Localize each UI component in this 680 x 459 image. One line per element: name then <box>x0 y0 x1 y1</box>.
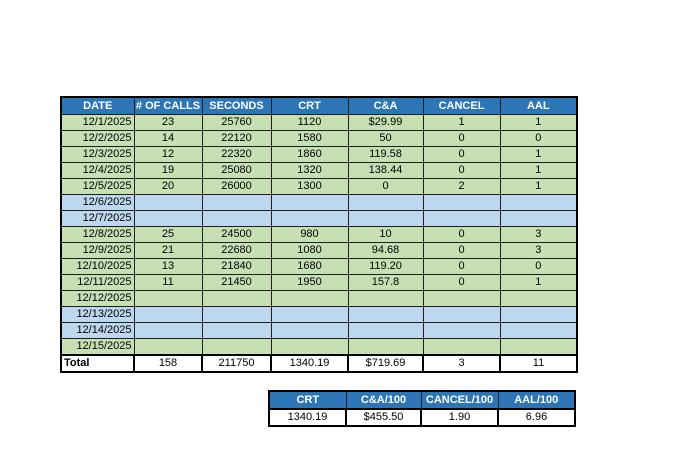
date-cell[interactable]: 12/4/2025 <box>61 163 134 179</box>
aal-cell[interactable]: 1 <box>500 179 577 195</box>
seconds-cell[interactable]: 24500 <box>202 227 271 243</box>
date-cell[interactable]: 12/11/2025 <box>61 275 134 291</box>
summary-cancel-100-cell[interactable]: 1.90 <box>421 409 498 426</box>
crt-cell[interactable]: 1320 <box>271 163 348 179</box>
num-calls-cell[interactable] <box>134 323 202 339</box>
cancel-cell[interactable]: 0 <box>423 275 500 291</box>
crt-cell[interactable]: 1680 <box>271 259 348 275</box>
aal-cell[interactable] <box>500 339 577 356</box>
summary-header-crt[interactable]: CRT <box>269 391 346 409</box>
date-cell[interactable]: 12/14/2025 <box>61 323 134 339</box>
total-aal-cell[interactable]: 11 <box>500 355 577 372</box>
date-cell[interactable]: 12/15/2025 <box>61 339 134 356</box>
date-cell[interactable]: 12/12/2025 <box>61 291 134 307</box>
num-calls-cell[interactable]: 20 <box>134 179 202 195</box>
total-crt-cell[interactable]: 1340.19 <box>271 355 348 372</box>
aal-cell[interactable]: 3 <box>500 227 577 243</box>
summary-table <box>268 390 576 427</box>
aal-cell[interactable]: 1 <box>500 275 577 291</box>
date-cell[interactable]: 12/7/2025 <box>61 211 134 227</box>
cancel-cell[interactable]: 0 <box>423 147 500 163</box>
cancel-cell[interactable] <box>423 291 500 307</box>
cancel-cell[interactable]: 0 <box>423 259 500 275</box>
c-and-a-cell[interactable]: 0 <box>348 179 423 195</box>
crt-cell[interactable]: 1300 <box>271 179 348 195</box>
date-cell[interactable]: 12/5/2025 <box>61 179 134 195</box>
c-and-a-cell[interactable] <box>348 211 423 227</box>
num-calls-cell[interactable]: 21 <box>134 243 202 259</box>
summary-header-c-and-a-100[interactable]: C&A/100 <box>346 391 421 409</box>
cancel-cell[interactable] <box>423 339 500 356</box>
total-date-cell[interactable]: Total <box>61 355 134 372</box>
c-and-a-cell[interactable] <box>348 339 423 356</box>
summary-c-and-a-100-cell[interactable]: $455.50 <box>346 409 421 426</box>
num-calls-cell[interactable]: 12 <box>134 147 202 163</box>
crt-cell[interactable]: 1580 <box>271 131 348 147</box>
header-date[interactable]: DATE <box>61 97 134 115</box>
header-c-and-a[interactable]: C&A <box>348 97 423 115</box>
seconds-cell[interactable]: 22680 <box>202 243 271 259</box>
summary-crt-cell[interactable]: 1340.19 <box>269 409 346 426</box>
num-calls-cell[interactable]: 14 <box>134 131 202 147</box>
table-row <box>61 291 577 307</box>
table-row <box>61 323 577 339</box>
header-seconds[interactable]: SECONDS <box>202 97 271 115</box>
c-and-a-cell[interactable]: 94.68 <box>348 243 423 259</box>
summary-header-cancel-100[interactable]: CANCEL/100 <box>421 391 498 409</box>
num-calls-cell[interactable]: 23 <box>134 115 202 131</box>
num-calls-cell[interactable] <box>134 339 202 356</box>
cancel-cell[interactable]: 2 <box>423 179 500 195</box>
seconds-cell[interactable]: 26000 <box>202 179 271 195</box>
table-row <box>61 275 577 291</box>
date-cell[interactable]: 12/9/2025 <box>61 243 134 259</box>
crt-cell[interactable] <box>271 323 348 339</box>
crt-cell[interactable]: 1950 <box>271 275 348 291</box>
date-cell[interactable]: 12/1/2025 <box>61 115 134 131</box>
total-row <box>61 355 577 372</box>
table-header-row <box>61 97 577 115</box>
header-crt[interactable]: CRT <box>271 97 348 115</box>
num-calls-cell[interactable] <box>134 307 202 323</box>
c-and-a-cell[interactable]: $29.99 <box>348 115 423 131</box>
table-row <box>61 163 577 179</box>
total-cancel-cell[interactable]: 3 <box>423 355 500 372</box>
cancel-cell[interactable]: 0 <box>423 131 500 147</box>
num-calls-cell[interactable]: 11 <box>134 275 202 291</box>
cancel-cell[interactable]: 0 <box>423 243 500 259</box>
date-cell[interactable]: 12/6/2025 <box>61 195 134 211</box>
c-and-a-cell[interactable]: 119.20 <box>348 259 423 275</box>
aal-cell[interactable]: 0 <box>500 131 577 147</box>
date-cell[interactable]: 12/10/2025 <box>61 259 134 275</box>
aal-cell[interactable] <box>500 291 577 307</box>
table-row <box>61 115 577 131</box>
summary-values-row <box>269 409 575 426</box>
cancel-cell[interactable]: 1 <box>423 115 500 131</box>
seconds-cell[interactable] <box>202 211 271 227</box>
table-row <box>61 227 577 243</box>
aal-cell[interactable]: 0 <box>500 259 577 275</box>
cancel-cell[interactable] <box>423 307 500 323</box>
seconds-cell[interactable]: 22320 <box>202 147 271 163</box>
crt-cell[interactable]: 1120 <box>271 115 348 131</box>
crt-cell[interactable]: 1860 <box>271 147 348 163</box>
summary-header-aal-100[interactable]: AAL/100 <box>498 391 575 409</box>
table-row <box>61 147 577 163</box>
c-and-a-cell[interactable]: 119.58 <box>348 147 423 163</box>
aal-cell[interactable] <box>500 195 577 211</box>
header-num-calls[interactable]: # OF CALLS <box>134 97 202 115</box>
c-and-a-cell[interactable]: 10 <box>348 227 423 243</box>
crt-cell[interactable] <box>271 339 348 356</box>
crt-cell[interactable] <box>271 291 348 307</box>
cancel-cell[interactable] <box>423 323 500 339</box>
table-row <box>61 243 577 259</box>
seconds-cell[interactable] <box>202 195 271 211</box>
c-and-a-cell[interactable] <box>348 195 423 211</box>
num-calls-cell[interactable]: 25 <box>134 227 202 243</box>
date-cell[interactable]: 12/2/2025 <box>61 131 134 147</box>
num-calls-cell[interactable]: 19 <box>134 163 202 179</box>
date-cell[interactable]: 12/8/2025 <box>61 227 134 243</box>
aal-cell[interactable]: 1 <box>500 147 577 163</box>
c-and-a-cell[interactable] <box>348 323 423 339</box>
table-row <box>61 195 577 211</box>
cancel-cell[interactable] <box>423 195 500 211</box>
table-row <box>61 259 577 275</box>
c-and-a-cell[interactable]: 157.8 <box>348 275 423 291</box>
aal-cell[interactable] <box>500 307 577 323</box>
seconds-cell[interactable]: 25080 <box>202 163 271 179</box>
num-calls-cell[interactable]: 13 <box>134 259 202 275</box>
seconds-cell[interactable]: 21840 <box>202 259 271 275</box>
table-row <box>61 131 577 147</box>
c-and-a-cell[interactable]: 138.44 <box>348 163 423 179</box>
seconds-cell[interactable]: 22120 <box>202 131 271 147</box>
total-num-calls-cell[interactable]: 158 <box>134 355 202 372</box>
crt-cell[interactable] <box>271 195 348 211</box>
table-row <box>61 307 577 323</box>
daily-calls-table <box>60 96 578 373</box>
crt-cell[interactable]: 1080 <box>271 243 348 259</box>
seconds-cell[interactable] <box>202 339 271 356</box>
total-seconds-cell[interactable]: 211750 <box>202 355 271 372</box>
cancel-cell[interactable]: 0 <box>423 227 500 243</box>
num-calls-cell[interactable] <box>134 211 202 227</box>
seconds-cell[interactable] <box>202 307 271 323</box>
table-row <box>61 179 577 195</box>
date-cell[interactable]: 12/13/2025 <box>61 307 134 323</box>
crt-cell[interactable]: 980 <box>271 227 348 243</box>
seconds-cell[interactable] <box>202 291 271 307</box>
aal-cell[interactable] <box>500 323 577 339</box>
summary-header-row <box>269 391 575 409</box>
crt-cell[interactable] <box>271 211 348 227</box>
c-and-a-cell[interactable] <box>348 307 423 323</box>
summary-aal-100-cell[interactable]: 6.96 <box>498 409 575 426</box>
aal-cell[interactable]: 3 <box>500 243 577 259</box>
cancel-cell[interactable]: 0 <box>423 163 500 179</box>
c-and-a-cell[interactable] <box>348 291 423 307</box>
c-and-a-cell[interactable]: 50 <box>348 131 423 147</box>
crt-cell[interactable] <box>271 307 348 323</box>
seconds-cell[interactable]: 21450 <box>202 275 271 291</box>
aal-cell[interactable]: 1 <box>500 115 577 131</box>
header-cancel[interactable]: CANCEL <box>423 97 500 115</box>
table-row <box>61 211 577 227</box>
total-c-and-a-cell[interactable]: $719.69 <box>348 355 423 372</box>
seconds-cell[interactable]: 25760 <box>202 115 271 131</box>
header-aal[interactable]: AAL <box>500 97 577 115</box>
aal-cell[interactable] <box>500 211 577 227</box>
aal-cell[interactable]: 1 <box>500 163 577 179</box>
table-row <box>61 339 577 356</box>
cancel-cell[interactable] <box>423 211 500 227</box>
date-cell[interactable]: 12/3/2025 <box>61 147 134 163</box>
seconds-cell[interactable] <box>202 323 271 339</box>
num-calls-cell[interactable] <box>134 291 202 307</box>
num-calls-cell[interactable] <box>134 195 202 211</box>
